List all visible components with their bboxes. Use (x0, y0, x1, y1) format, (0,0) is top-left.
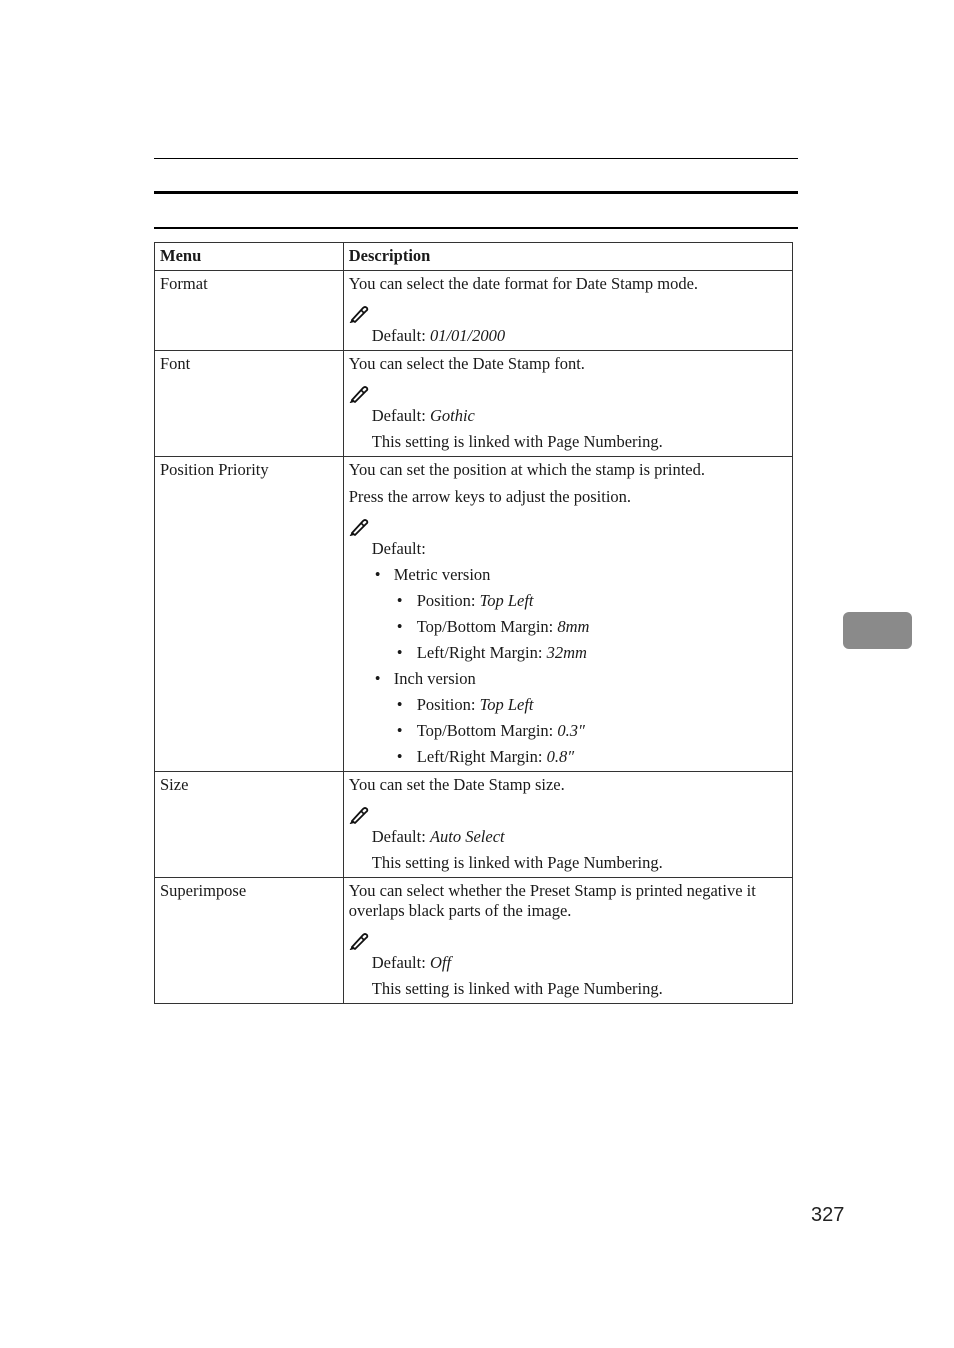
header-rule-thin (154, 158, 798, 159)
default-label: Default: (371, 326, 426, 345)
setting-value: 8mm (557, 617, 590, 636)
setting-label: Position: (416, 591, 476, 610)
note-block (349, 406, 787, 452)
menu-cell: Position Priority (155, 457, 344, 772)
table-row-size (155, 772, 793, 878)
version-item-metric (372, 565, 787, 663)
list-item (394, 643, 787, 663)
default-line (372, 953, 787, 973)
setting-value: 0.8″ (546, 747, 575, 766)
list-item (394, 747, 787, 767)
list-item (394, 617, 787, 637)
note-block (349, 326, 787, 346)
table-row-format (155, 271, 793, 351)
default-value: 01/01/2000 (429, 326, 506, 345)
pencil-note-icon (349, 518, 369, 536)
description-cell (343, 271, 792, 351)
setting-value: 0.3″ (557, 721, 585, 740)
menu-cell: Format (155, 271, 344, 351)
setting-label: Top/Bottom Margin: (416, 721, 554, 740)
table-row-superimpose (155, 878, 793, 1004)
chapter-tab (843, 612, 912, 649)
page-number: 327 (811, 1204, 845, 1226)
setting-value: Top Left (479, 591, 534, 610)
note-block (349, 953, 787, 999)
column-header-description: Description (343, 243, 792, 271)
list-item (394, 695, 787, 715)
setting-label: Position: (416, 695, 476, 714)
default-label: Default: (371, 827, 426, 846)
default-line: Default: (371, 539, 426, 558)
description-text: You can select the date format for Date Stamp mode. (348, 274, 699, 293)
default-line (372, 406, 787, 426)
default-line (372, 326, 787, 346)
default-line (372, 827, 787, 847)
table-row-font (155, 351, 793, 457)
pencil-note-icon (349, 932, 369, 950)
pencil-note-icon (349, 385, 369, 403)
setting-list (394, 591, 787, 663)
pencil-note-icon (349, 305, 369, 323)
header-rule-thick (154, 191, 798, 194)
description-cell (343, 457, 792, 772)
default-label: Default: (371, 953, 426, 972)
version-item-inch (372, 669, 787, 767)
list-item (394, 591, 787, 611)
list-item (394, 721, 787, 741)
menu-cell: Font (155, 351, 344, 457)
description-text: You can select the Date Stamp font. (348, 354, 585, 373)
default-value: Auto Select (429, 827, 505, 846)
version-label: Inch version (393, 669, 476, 688)
setting-list (394, 695, 787, 767)
default-label: Default: (371, 406, 426, 425)
version-list (372, 565, 787, 767)
setting-label: Left/Right Margin: (416, 643, 543, 662)
note-block (349, 539, 787, 767)
setting-value: Top Left (479, 695, 534, 714)
setting-label: Left/Right Margin: (416, 747, 543, 766)
table-row-position-priority (155, 457, 793, 772)
description-cell (343, 351, 792, 457)
default-value: Off (429, 953, 452, 972)
version-label: Metric version (393, 565, 491, 584)
table-header-row (155, 243, 793, 271)
menu-cell: Size (155, 772, 344, 878)
pencil-note-icon (349, 806, 369, 824)
setting-value: 32mm (546, 643, 587, 662)
setting-label: Top/Bottom Margin: (416, 617, 554, 636)
default-value: Gothic (429, 406, 475, 425)
description-text: Press the arrow keys to adjust the position. (348, 487, 632, 506)
linked-note: This setting is linked with Page Numbering. (371, 432, 663, 451)
description-text: You can set the position at which the stamp is printed. (348, 460, 705, 479)
header-rule-bottom (154, 227, 798, 229)
note-block (349, 827, 787, 873)
description-text: You can set the Date Stamp size. (348, 775, 565, 794)
description-text: You can select whether the Preset Stamp is printed negative it overlaps black parts of the image. (348, 881, 756, 920)
linked-note: This setting is linked with Page Numbering. (371, 979, 663, 998)
description-cell (343, 878, 792, 1004)
column-header-menu: Menu (155, 243, 344, 271)
description-cell (343, 772, 792, 878)
settings-table (154, 242, 793, 1004)
menu-cell: Superimpose (155, 878, 344, 1004)
linked-note: This setting is linked with Page Numbering. (371, 853, 663, 872)
